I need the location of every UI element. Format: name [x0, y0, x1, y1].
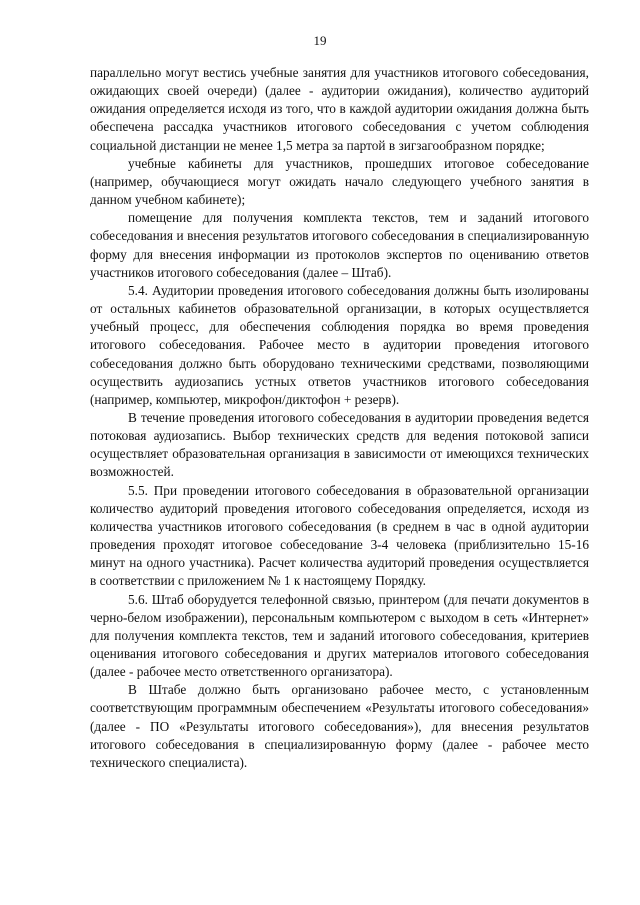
paragraph-tech-specialist-workplace: В Штабе должно быть организовано рабочее место, с установленным соответствующим программным обеспечением «Результаты итогового собеседования» (далее - ПО «Результаты итогового собеседования»), для внесения результатов итогового собеседования в специализированную форму (далее - рабочее место технического специалиста).	[90, 682, 589, 770]
paragraph-classrooms: учебные кабинеты для участников, прошедших итоговое собеседование (например, обучающиеся могут ожидать начало следующего учебного занятия в данном учебном кабинете);	[90, 155, 589, 208]
page-number: 19	[313, 33, 327, 48]
paragraph-5-5: 5.5. При проведении итогового собеседования в образовательной организации количество аудиторий проведения итогового собеседования определяется, исходя из количества участников итогового собеседования (в среднем в час в одной аудитории проведения проходят итоговое собеседование 3-4 человека (приблизительно 15-16 минут на одного участника). Расчет количества аудиторий проведения осуществляется в соответствии с приложением № 1 к настоящему Порядку.	[90, 482, 589, 589]
paragraph-waiting-rooms-continued: параллельно могут вестись учебные занятия для участников итогового собеседования, ожидающих своей очереди) (далее - аудитории ожидания), количество аудиторий ожидания определяется исходя из того, что в каждой аудитории ожидания должна быть обеспечена рассадка участников итогового собеседования с учетом соблюдения социальной дистанции не менее 1,5 метра за партой в зигзагообразном порядке;	[90, 65, 589, 153]
paragraph-5-6: 5.6. Штаб оборудуется телефонной связью, принтером (для печати документов в черно-белом изображении), персональным компьютером с выходом в сеть «Интернет» для получения комплекта текстов, тем и заданий итогового собеседования, критериев оценивания итогового собеседования и других материалов итогового собеседования (далее - рабочее место ответственного организатора).	[90, 591, 589, 680]
paragraph-5-4: 5.4. Аудитории проведения итогового собеседования должны быть изолированы от остальных кабинетов образовательной организации, в которых осуществляется учебный процесс, для обеспечения соблюдения порядка во время проведения итогового собеседования. Рабочее место в аудитории проведения итогового собеседования должно быть оборудовано техническими средствами, позволяющими осуществить аудиозапись устных ответов участников итогового собеседования (например, компьютер, микрофон/диктофон + резерв).	[90, 282, 589, 407]
paragraph-audio-recording: В течение проведения итогового собеседования в аудитории проведения ведется потоковая аудиозапись. Выбор технических средств для ведения потоковой записи осуществляет образовательная организация в зависимости от имеющихся технических возможностей.	[90, 409, 589, 480]
paragraph-headquarters-room: помещение для получения комплекта текстов, тем и заданий итогового собеседования и внесения результатов итогового собеседования в специализированную форму для внесения информации из протоколов экспертов по оцениванию ответов участников итогового собеседования (далее – Штаб).	[90, 210, 589, 280]
document-body	[90, 64, 589, 772]
